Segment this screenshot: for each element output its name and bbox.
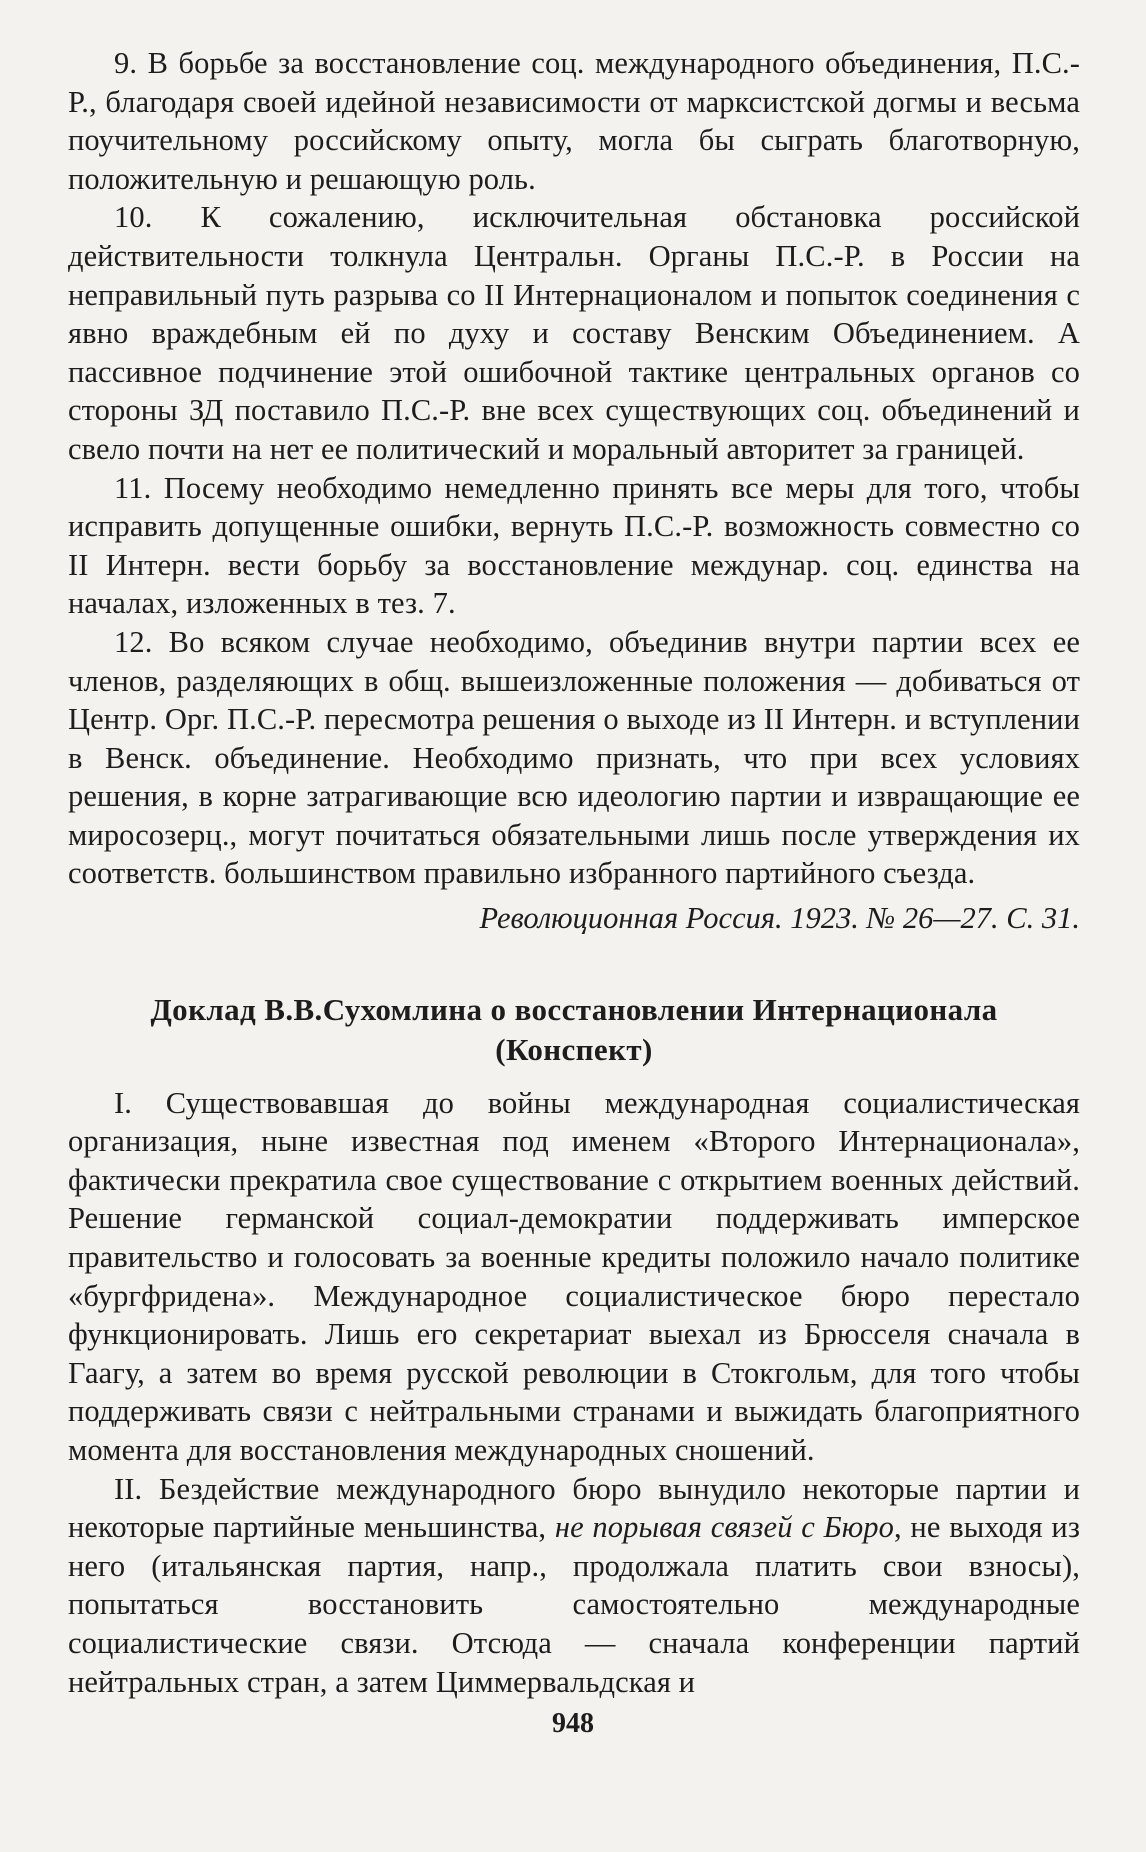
page-number: 948: [552, 1708, 594, 1739]
section-heading: [68, 990, 1080, 1070]
section-1-paragraph: I. Существовавшая до войны международная социалистическая организация, ныне известная под именем «Второго Интернационала», фактически прекратила свое существование с открытием военных действий. Решение германской социал-демократии поддерживать имперское правительство и голосовать за военные кредиты положило начало политике «бургфридена». Международное социалистическое бюро перестало функционировать. Лишь его секретариат выехал из Брюсселя сначала в Гаагу, а затем во время русской революции в Стокгольм, для того чтобы поддерживать связи с нейтральными странами и выжидать благоприятного момента для восстановления международных сношений.: [68, 1085, 1080, 1467]
heading-title: Доклад В.В.Сухомлина о восстановлении Интернационала: [150, 991, 998, 1027]
section-2-italic-phrase: не порывая связей с Бюро: [554, 1510, 894, 1545]
thesis-9: 9. В борьбе за восстановление соц. международного объединения, П.С.-Р., благодаря своей идейной независимости от марксистской догмы и весьма поучительному российскому опыту, могла бы сыграть благотворную, положительную и решающую роль.: [68, 46, 1080, 196]
document-page: [68, 44, 1080, 1701]
source-citation: Революционная Россия. 1923. № 26—27. С. 31.: [479, 901, 1080, 936]
heading-subtitle: (Конспект): [495, 1031, 653, 1067]
thesis-10: 10. К сожалению, исключительная обстановка российской действительности толкнула Центральн. Органы П.С.-Р. в России на неправильный путь разрыва со II Интернационалом и попыток соединения с явно враждебным ей по духу и составу Венским Объединением. А пассивное подчинение этой ошибочной тактике центральных органов со стороны ЗД поставило П.С.-Р. вне всех существующих соц. объединений и свело почти на нет ее политический и моральный авторитет за границей.: [68, 200, 1080, 466]
thesis-11: 11. Посему необходимо немедленно принять все меры для того, чтобы исправить допущенные ошибки, вернуть П.С.-Р. возможность совместно со II Интерн. вести борьбу за восстановление междунар. соц. единства на началах, изложенных в тез. 7.: [68, 470, 1080, 621]
section-2-text-start: II. Бездействие международного бюро вынудило некоторые партии и некоторые партийные меньшинства,: [68, 1471, 1080, 1545]
section-2-paragraph: [68, 1470, 1080, 1702]
section-2-text-end: , не выходя из него (итальянская партия, напр., продолжала платить свои взносы), попытаться восстановить самостоятельно международные социалистические связи. Отсюда — сначала конференции партий нейтральных стран, а затем Циммервальдская и: [68, 1510, 1080, 1699]
thesis-12: 12. Во всяком случае необходимо, объединив внутри партии всех ее членов, разделяющих в общ. вышеизложенные положения — добиваться от Центр. Орг. П.С.-Р. пересмотра решения о выходе из II Интерн. и вступлении в Венск. объединение. Необходимо признать, что при всех условиях решения, в корне затрагивающие всю идеологию партии и извращающие ее миросозерц., могут почитаться обязательными лишь после утверждения их соответств. большинством правильно избранного партийного съезда.: [68, 624, 1080, 891]
